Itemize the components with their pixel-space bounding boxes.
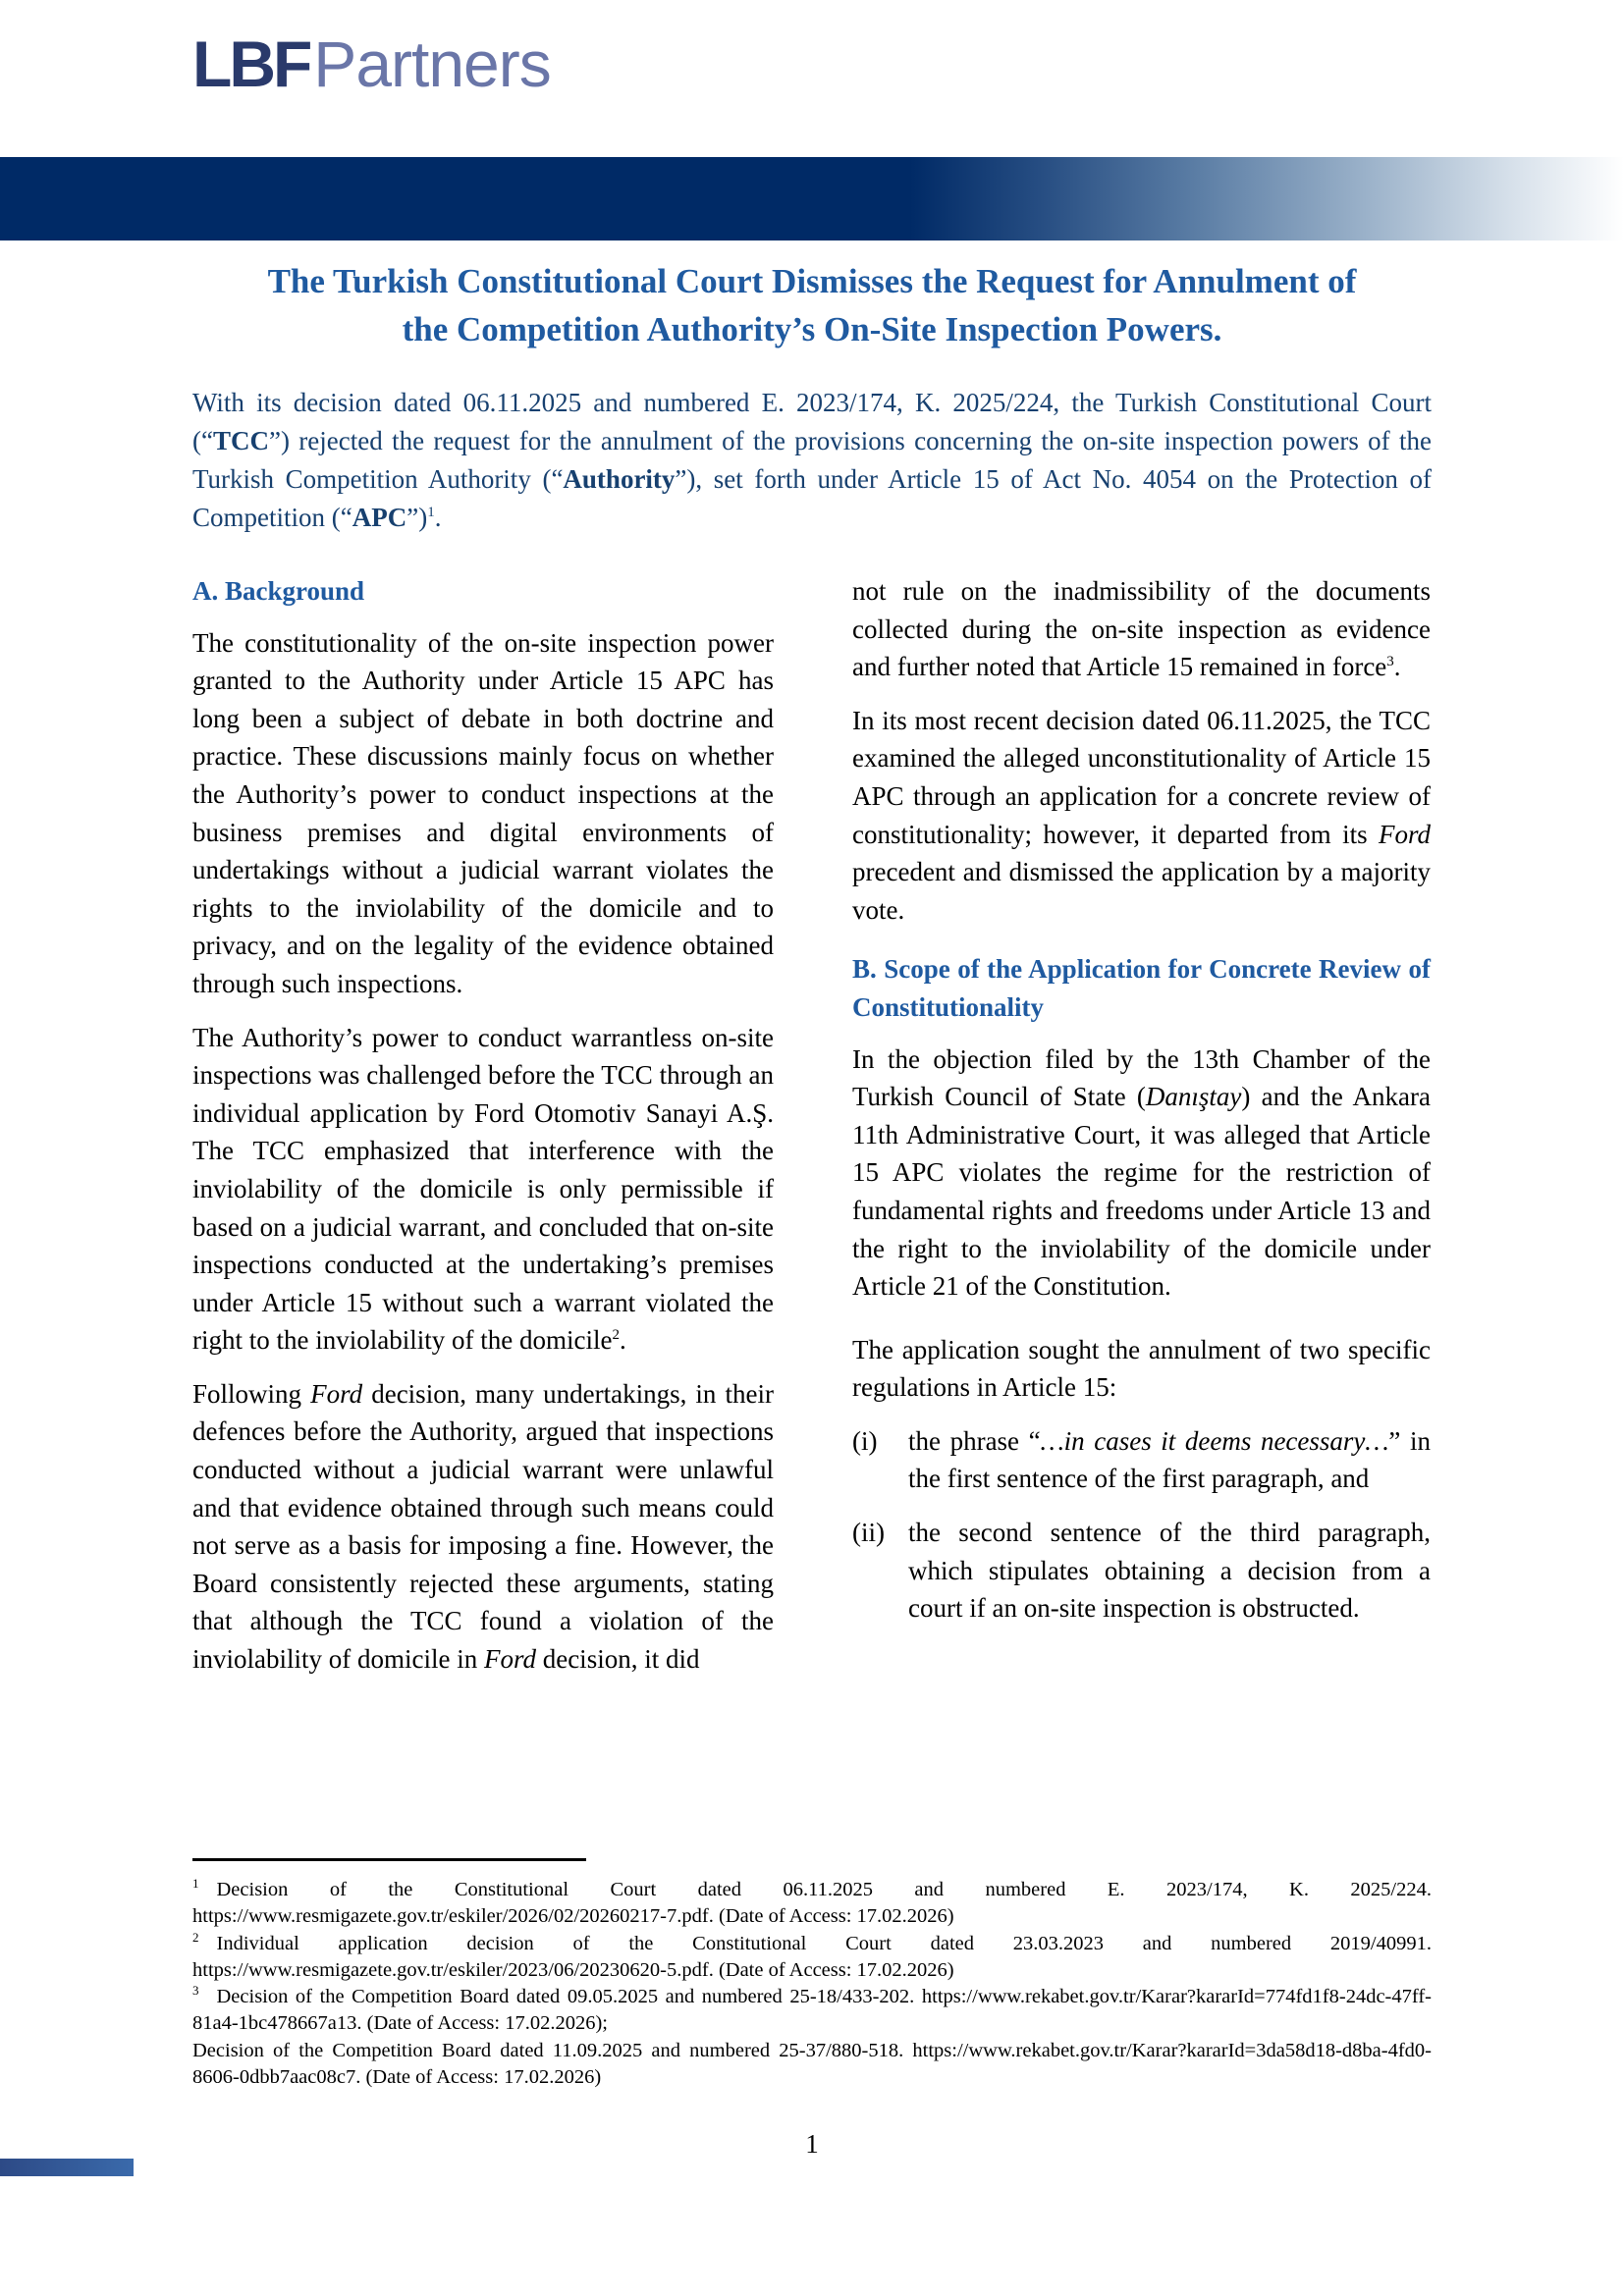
footnote-2 [192, 1931, 1432, 1985]
title-line-1: The Turkish Constitutional Court Dismisses the Request for Annulment of [267, 262, 1357, 300]
footnote-ref-3[interactable]: 3 [1386, 654, 1394, 670]
intro-text: With its decision dated 06.11.2025 and numbered E. 2023/174, K. 2025/224, the Turkish Constitutional Court (“ [192, 388, 1432, 455]
title-line-2: the Competition Authority’s On-Site Inspection Powers. [402, 310, 1222, 348]
paragraph-text: In its most recent decision dated 06.11.2025, the TCC examined the alleged unconstitutionality of Article 15 APC through an application for a concrete review of constitutionality; however, it departed from its [852, 705, 1431, 849]
footnote-text[interactable]: Individual application decision of the Constitutional Court dated 23.03.2023 and numbered 2019/40991. https://www.resmigazete.gov.tr/eskiler/2023/06/20230620-5.pdf. (Date of Access: 17.02.2026) [192, 1932, 1432, 1981]
lbf-partners-logo [192, 29, 551, 98]
intro-text: ”) rejected the request for the annulment of the provisions concerning the on-site inspection powers of the Turkish Competition Authority (“ [192, 426, 1432, 494]
footnote-ref-1[interactable]: 1 [427, 505, 435, 520]
section-b-heading: B. Scope of the Application for Concrete Review of Constitutionality [852, 954, 1431, 1022]
list-item [852, 1514, 1431, 1628]
section-b-paragraph-2: The application sought the annulment of two specific regulations in Article 15: [852, 1334, 1431, 1403]
footnote-1 [192, 1877, 1432, 1931]
paragraph-text: ” in the first sentence of the first paragraph, and [908, 1425, 1431, 1494]
case-name-ford: Ford [483, 1644, 536, 1675]
paragraph-text: . [619, 1325, 626, 1356]
footnote-number: 2 [192, 1929, 199, 1945]
case-name-ford: Ford [1379, 819, 1431, 849]
left-column [192, 572, 774, 1694]
section-a-paragraph-3-continued [852, 572, 1431, 686]
list-item-number: (i) [852, 1425, 878, 1456]
footnote-3 [192, 1984, 1432, 2038]
footnote-number: 1 [192, 1876, 199, 1892]
paragraph-text: precedent and dismissed the application by a majority vote. [852, 857, 1431, 925]
section-a-paragraph-4 [852, 702, 1431, 930]
institution-name: Danıştay [1145, 1082, 1242, 1112]
section-a-paragraph-1: The constitutionality of the on-site inspection power granted to the Authority under Article 15 APC has long been a subject of debate in both doctrine and practice. These discussions mainly focus on whether the Authority’s power to conduct inspections at the business premises and digital environments of undertakings without a judicial warrant violates the rights to the inviolability of the domicile and to privacy, and on the legality of the evidence obtained through such inspections. [192, 627, 774, 998]
footnotes [192, 1877, 1432, 2091]
paragraph-text: decision, many undertakings, in their defences before the Authority, argued that inspections conducted without a judicial warrant were unlawful and that evidence obtained through such means could not serve as a basis for imposing a fine. However, the Board consistently rejected these arguments, stating that although the TCC found a violation of the inviolability of domicile in [192, 1378, 774, 1675]
quoted-phrase: …in cases it deems necessary… [1040, 1425, 1389, 1456]
page-number: 1 [805, 2129, 819, 2159]
logo-partners: Partners [313, 27, 551, 100]
page-title [192, 257, 1432, 353]
paragraph-text: not rule on the inadmissibility of the documents collected during the on-site inspection as evidence and further noted that Article 15 remained in force [852, 576, 1431, 682]
footer-accent-bar [0, 2159, 134, 2176]
section-b-paragraph-1 [852, 1041, 1431, 1306]
paragraph-text: . [1393, 652, 1401, 682]
section-a-heading: A. Background [192, 576, 365, 606]
list-item-text [908, 1422, 1431, 1498]
footnote-separator [192, 1858, 586, 1861]
term-authority: Authority [563, 464, 676, 494]
paragraph-text: ) and the Ankara 11th Administrative Court, it was alleged that Article 15 APC violates the regime for the restriction of fundamental rights and freedoms under Article 13 and the right to the inviolability of the domicile under Article 21 of the Constitution. [852, 1082, 1431, 1302]
paragraph-text: the phrase “ [908, 1425, 1041, 1456]
section-a-paragraph-3 [192, 1375, 774, 1679]
case-name-ford: Ford [310, 1378, 363, 1409]
section-a-paragraph-2 [192, 1019, 774, 1360]
list-item-text: the second sentence of the third paragraph, which stipulates obtaining a decision from a court if an on-site inspection is obstructed. [908, 1518, 1431, 1624]
footnote-3-continued[interactable]: Decision of the Competition Board dated 11.09.2025 and numbered 25-37/880-518. https://www.rekabet.gov.tr/Karar?kararId=3da58d18-d8ba-4fd0-8606-0dbb7aac08c7. (Date of Access: 17.02.2026) [192, 2039, 1432, 2089]
intro-paragraph [192, 384, 1432, 537]
paragraph-text: Following [192, 1378, 311, 1409]
intro-text: . [434, 503, 442, 532]
logo-lbf: LBF [192, 27, 310, 100]
paragraph-text: In the objection filed by the 13th Chamber of the Turkish Council of State ( [852, 1043, 1431, 1112]
header-banner [0, 157, 1624, 240]
footnote-text[interactable]: Decision of the Competition Board dated 09.05.2025 and numbered 25-18/433-202. https://www.rekabet.gov.tr/Karar?kararId=774fd1f8-24dc-47ff-81a4-1bc478667a13. (Date of Access: 17.02.2026); [192, 1986, 1432, 2035]
footnote-number: 3 [192, 1983, 199, 1999]
term-tcc: TCC [212, 426, 269, 455]
right-column [852, 572, 1431, 1643]
paragraph-text: decision, it did [535, 1644, 700, 1675]
footnote-ref-2[interactable]: 2 [612, 1327, 620, 1344]
intro-text: ”) [406, 503, 428, 532]
paragraph-text: The Authority’s power to conduct warrantless on-site inspections was challenged before the TCC through an individual application by Ford Otomotiv Sanayi A.Ş. The TCC emphasized that interference with the inviolability of the domicile is only permissible if based on a judicial warrant, and concluded that on-site inspections conducted at the undertaking’s premises under Article 15 without such a warrant violated the right to the inviolability of the domicile [192, 1022, 774, 1356]
list-item [852, 1422, 1431, 1498]
intro-text: ”), set forth under Article 15 of Act No. 4054 on the Protection of Competition (“ [192, 464, 1432, 532]
term-apc: APC [352, 503, 407, 532]
list-item-number: (ii) [852, 1518, 885, 1548]
footnote-text[interactable]: Decision of the Constitutional Court dated 06.11.2025 and numbered E. 2023/174, K. 2025/224. https://www.resmigazete.gov.tr/eskiler/2026/02/20260217-7.pdf. (Date of Access: 17.02.2026) [192, 1879, 1432, 1928]
